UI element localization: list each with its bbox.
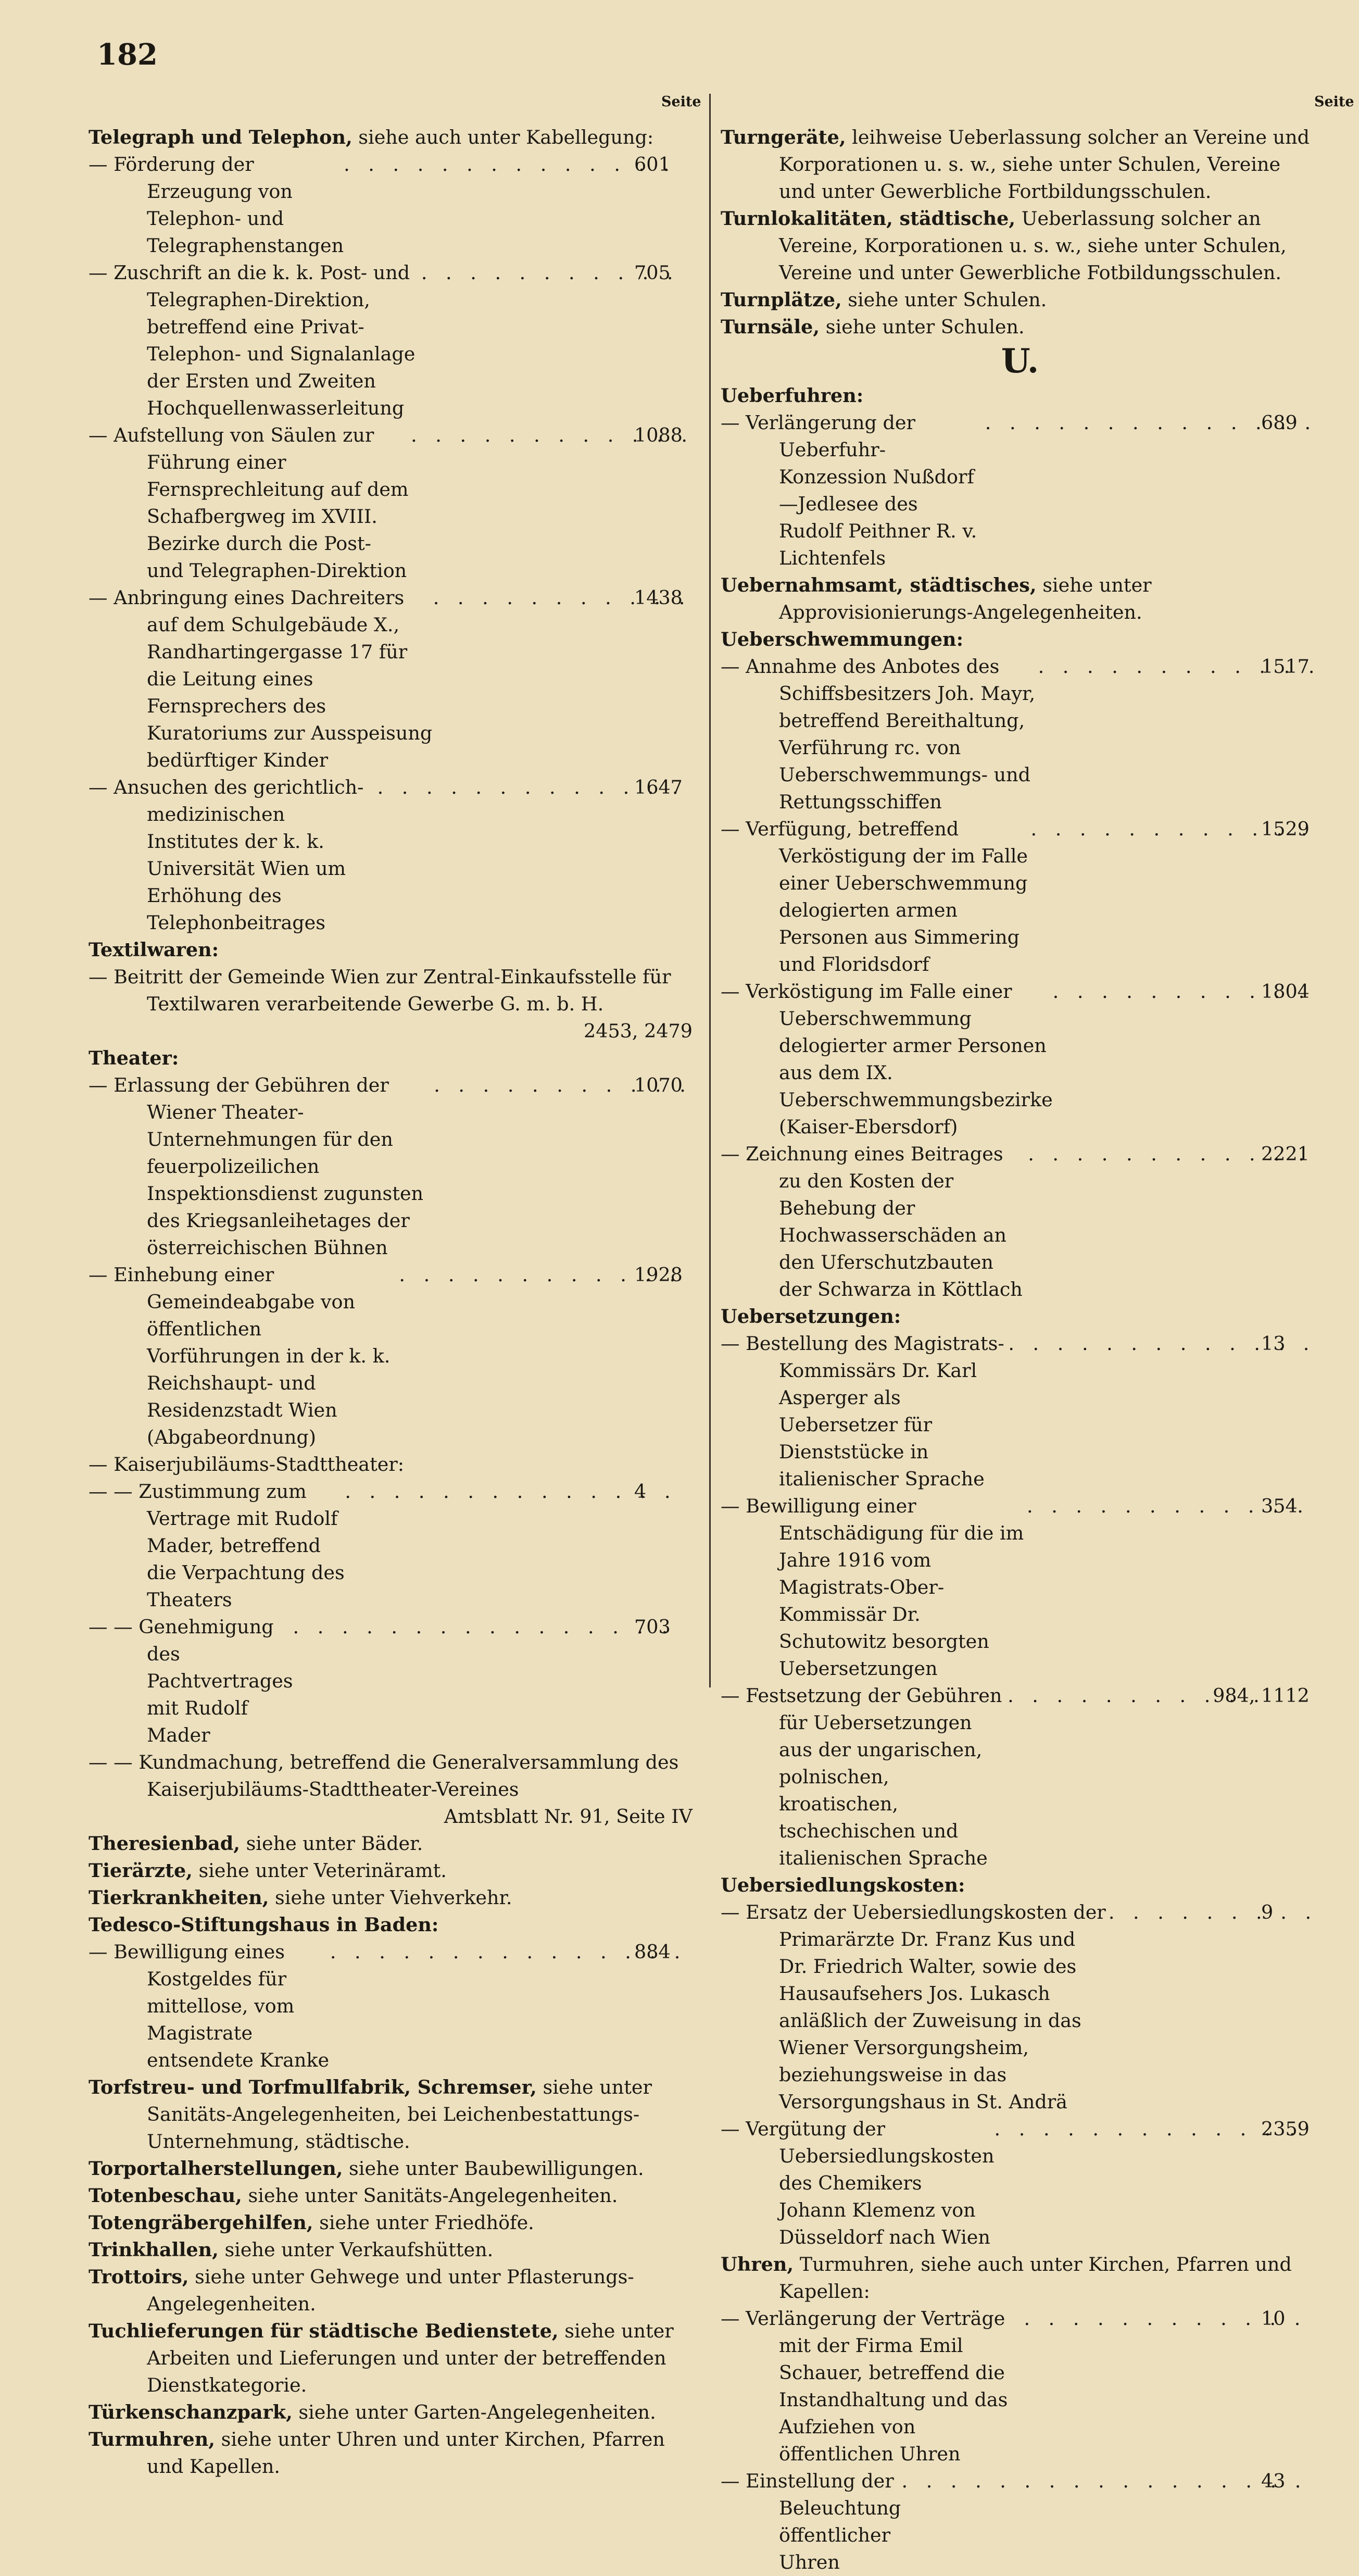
page-reference: 984, 1112 xyxy=(1213,1684,1310,1707)
page-reference: 1647 xyxy=(634,776,683,798)
sub-entry-text: — Einhebung einer Gemeindeabgabe von öffentlichen Vorführungen in der k. k. Reichshaupt- und Residenzstadt Wien (Abgabeordnung) xyxy=(89,1264,391,1448)
sub-entry xyxy=(721,2305,1319,2468)
index-entry xyxy=(721,626,1319,653)
sub-entry xyxy=(721,409,1319,572)
left-column xyxy=(89,124,693,2480)
sub-entry xyxy=(721,1493,1319,1682)
entry-text: siehe unter Sanitäts-Angelegenheiten. xyxy=(248,2184,618,2207)
entry-text: siehe auch unter Kabellegung: xyxy=(358,126,654,148)
sub-entry xyxy=(89,1478,693,1614)
page-reference: 1928 xyxy=(634,1264,683,1286)
page-reference: 601 xyxy=(634,153,671,176)
entry-headword: Torportalherstellungen, xyxy=(89,2157,343,2180)
leader-dots xyxy=(293,1614,687,1641)
sub-entry xyxy=(721,816,1319,978)
sub-entry-text: — Verlängerung der Verträge mit der Firma Emil Schauer, betreffend die Instandhaltung und das Aufziehen von öffentlichen Uhren xyxy=(721,2307,1008,2465)
entry-text: siehe unter Bäder. xyxy=(246,1832,423,1855)
entry-headword: Tierärzte, xyxy=(89,1859,193,1882)
sub-entry-text: — — Kundmachung, betreffend die Generalversammlung des Kaiserjubiläums-Stadttheater-Vereines xyxy=(89,1751,679,1800)
index-entry xyxy=(721,1303,1319,1330)
sub-entry xyxy=(721,1141,1319,1303)
entry-headword: Trinkhallen, xyxy=(89,2239,219,2261)
index-entry xyxy=(89,2182,693,2209)
sub-entry xyxy=(89,151,693,259)
right-seite-label: Seite xyxy=(1314,94,1354,110)
entry-text: siehe unter Garten-Angelegenheiten. xyxy=(298,2401,656,2423)
entry-headword: Uhren, xyxy=(721,2253,794,2275)
column-divider xyxy=(709,94,711,1687)
sub-entry-text: — Aufstellung von Säulen zur Führung einer Fernsprechleitung auf dem Schafbergweg im XVIII. Bezirke durch die Post- und Telegraphen-Direktion xyxy=(89,424,409,582)
entry-text: siehe unter Sanitäts-Angelegenheiten, bei Leichenbestattungs-Unternehmung, städtische. xyxy=(147,2076,652,2153)
page-reference: 689 xyxy=(1261,411,1298,434)
page-reference: 1517 xyxy=(1261,655,1310,678)
entry-headword: Türkenschanzpark, xyxy=(89,2401,293,2423)
entry-text: siehe unter Gehwege und unter Pflasterungs-Angelegenheiten. xyxy=(147,2266,634,2315)
entry-text: siehe unter Approvisionierungs-Angelegenheiten. xyxy=(779,574,1152,623)
entry-text: siehe unter Schulen. xyxy=(825,316,1025,338)
page-reference: 705 xyxy=(634,261,671,284)
sub-entry-text: — Erlassung der Gebühren der Wiener Theater-Unternehmungen für den feuerpolizeilichen Inspektionsdienst zugunsten des Kriegsanleihetages der österreichischen Bühnen xyxy=(89,1074,424,1259)
entry-headword: Turnplätze, xyxy=(721,289,842,311)
sub-entry xyxy=(721,978,1319,1141)
sub-entry xyxy=(721,2468,1319,2576)
index-entry xyxy=(721,205,1319,286)
sub-entry xyxy=(89,774,693,936)
sub-entry-text: — Bestellung des Magistrats-Kommissärs Dr. Karl Asperger als Uebersetzer für Dienststücke in italienischer Sprache xyxy=(721,1332,1004,1490)
entry-headword: Uebersetzungen: xyxy=(721,1305,901,1328)
sub-entry-text: — Vergütung der Uebersiedlungskosten des Chemikers Johann Klemenz von Düsseldorf nach Wien xyxy=(721,2118,995,2248)
sub-entry-text: — Bewilligung eines Kostgeldes für mittellose, vom Magistrate entsendete Kranke xyxy=(89,1941,330,2071)
index-entry xyxy=(721,2251,1319,2305)
sub-entry-text: — Kaiserjubiläums-Stadttheater: xyxy=(89,1453,405,1475)
sub-entry xyxy=(89,259,693,422)
entry-text: siehe unter Arbeiten und Lieferungen und unter der betreffenden Dienstkategorie. xyxy=(147,2320,674,2396)
entry-text: leihweise Ueberlassung solcher an Vereine und Korporationen u. s. w., siehe unter Schulen, Vereine und unter Gewerbliche Fortbildungsschulen. xyxy=(779,126,1310,203)
index-entry xyxy=(89,1830,693,1857)
entry-text: siehe unter Schulen. xyxy=(848,289,1047,311)
leader-dots xyxy=(1024,2305,1314,2332)
sub-entry-text: — Ersatz der Uebersiedlungskosten der Primarärzte Dr. Franz Kus und Dr. Friedrich Walter, sowie des Hausaufsehers Jos. Lukasch anläßlich der Zuweisung in das Wiener Versorgungsheim, beziehungsweise in das Versorgungshaus in St. Andrä xyxy=(721,1901,1106,2113)
index-entry xyxy=(89,2399,693,2426)
index-entry xyxy=(89,1045,693,1072)
page-reference: 1088 xyxy=(634,424,683,446)
entry-text: siehe unter Verkaufshütten. xyxy=(224,2239,494,2261)
sub-entry xyxy=(89,1451,693,1478)
entry-headword: Turnsäle, xyxy=(721,316,820,338)
entry-headword: Tuchlieferungen für städtische Bedienstete, xyxy=(89,2320,559,2342)
entry-headword: Totengräbergehilfen, xyxy=(89,2211,313,2234)
right-column xyxy=(721,124,1319,2576)
entry-text: Ueberlassung solcher an Vereine, Korporationen u. s. w., siehe unter Schulen, Vereine und unter Gewerbliche Fotbildungsschulen. xyxy=(779,207,1287,284)
index-entry xyxy=(721,572,1319,626)
left-seite-label: Seite xyxy=(661,94,701,110)
entry-text: siehe unter Uhren und unter Kirchen, Pfarren und Kapellen. xyxy=(147,2428,665,2478)
entry-headword: Ueberschwemmungen: xyxy=(721,628,964,651)
sub-entry xyxy=(721,653,1319,816)
sub-entry-text: — Verlängerung der Ueberfuhr-Konzession Nußdorf—Jedlesee des Rudolf Peithner R. v. Lichtenfels xyxy=(721,411,977,569)
page-reference: 43 xyxy=(1261,2470,1286,2492)
sub-entry-text: — Anbringung eines Dachreiters auf dem Schulgebäude X., Randhartingergasse 17 für die Leitung eines Fernsprechers des Kuratoriums zur Ausspeisung bedürftiger Kinder xyxy=(89,586,433,771)
entry-headword: Turnlokalitäten, städtische, xyxy=(721,207,1016,230)
index-entry xyxy=(89,1911,693,1939)
entry-headword: Telegraph und Telephon, xyxy=(89,126,353,148)
leader-dots xyxy=(901,2468,1314,2495)
page-reference: 9 xyxy=(1261,1901,1274,1923)
entry-text: Turmuhren, siehe auch unter Kirchen, Pfarren und Kapellen: xyxy=(779,2253,1292,2303)
page-reference: 703 xyxy=(634,1616,671,1638)
index-entry xyxy=(721,286,1319,314)
index-entry xyxy=(721,124,1319,205)
index-entry xyxy=(89,124,693,151)
page-reference: 1529 xyxy=(1261,818,1310,840)
entry-headword: Uebernahmsamt, städtisches, xyxy=(721,574,1037,596)
entry-headword: Textilwaren: xyxy=(89,939,219,961)
entry-headword: Uebersiedlungskosten: xyxy=(721,1874,965,1896)
index-entry xyxy=(721,1872,1319,1899)
entry-text: siehe unter Friedhöfe. xyxy=(319,2211,534,2234)
sub-entry xyxy=(89,1749,693,1803)
sub-entry xyxy=(89,1614,693,1749)
entry-text: siehe unter Veterinäramt. xyxy=(198,1859,447,1882)
entry-headword: Ueberfuhren: xyxy=(721,384,864,407)
index-entry xyxy=(721,314,1319,341)
index-entry xyxy=(89,1857,693,1884)
sub-entry-text: — Einstellung der Beleuchtung öffentlicher Uhren xyxy=(721,2470,901,2573)
sub-entry xyxy=(721,1330,1319,1493)
index-entry xyxy=(89,2236,693,2264)
sub-entry-text: — Annahme des Anbotes des Schiffsbesitzers Joh. Mayr, betreffend Bereithaltung, Verführung rc. von Ueberschwemmungs- und Rettungsschiffen xyxy=(721,655,1036,813)
index-entry xyxy=(89,2074,693,2155)
page-reference: 10 xyxy=(1261,2307,1286,2330)
entry-text: siehe unter Viehverkehr. xyxy=(275,1886,512,1909)
sub-entry-text: — Verköstigung im Falle einer Ueberschwemmung delogierter armer Personen aus dem IX. Ueberschwemmungsbezirke (Kaiser-Ebersdorf) xyxy=(721,980,1053,1138)
entry-headword: Theater: xyxy=(89,1047,179,1069)
page-reference: Amtsblatt Nr. 91, Seite IV xyxy=(444,1805,693,1828)
sub-entry-text: — Verfügung, betreffend Verköstigung der im Falle einer Ueberschwemmung delogierten armen Personen aus Simmering und Floridsdorf xyxy=(721,818,1028,976)
sub-entry-text: — Zeichnung eines Beitrages zu den Kosten der Behebung der Hochwasserschäden an den Uferschutzbauten der Schwarza in Köttlach xyxy=(721,1143,1023,1300)
page-reference: 1070 xyxy=(634,1074,683,1096)
index-entry xyxy=(89,2264,693,2318)
sub-entry xyxy=(89,1939,693,2074)
page-reference: 1804 xyxy=(1261,980,1310,1003)
sub-entry xyxy=(721,2116,1319,2251)
index-entry xyxy=(89,2426,693,2480)
entry-headword: Turmuhren, xyxy=(89,2428,215,2450)
page-reference: 4 xyxy=(634,1480,647,1503)
sub-entry-text: — Festsetzung der Gebühren für Uebersetzungen aus der ungarischen, polnischen, kroatischen, tschechischen und italienischen Sprache xyxy=(721,1684,1002,1869)
entry-headword: Trottoirs, xyxy=(89,2266,189,2288)
sub-entry xyxy=(721,1682,1319,1872)
page-reference: 884 xyxy=(634,1941,671,1963)
sub-entry-text: — — Zustimmung zum Vertrage mit Rudolf Mader, betreffend die Verpachtung des Theaters xyxy=(89,1480,345,1611)
page-reference: 13 xyxy=(1261,1332,1286,1355)
entry-headword: Tierkrankheiten, xyxy=(89,1886,269,1909)
sub-entry-text: — Bewilligung einer Entschädigung für die im Jahre 1916 vom Magistrats-Ober-Kommissär Dr. Schutowitz besorgten Uebersetzungen xyxy=(721,1495,1024,1680)
sub-entry-text: — — Genehmigung des Pachtvertrages mit Rudolf Mader xyxy=(89,1616,293,1746)
entry-headword: Totenbeschau, xyxy=(89,2184,242,2207)
index-entry xyxy=(89,936,693,964)
index-entry xyxy=(721,382,1319,409)
index-entry xyxy=(89,2209,693,2236)
page-reference: 1438 xyxy=(634,586,683,609)
sub-entry xyxy=(89,1072,693,1261)
entry-headword: Turngeräte, xyxy=(721,126,846,148)
index-entry xyxy=(89,2318,693,2399)
index-entry xyxy=(89,1884,693,1911)
sub-entry xyxy=(89,1261,693,1451)
page-number: 182 xyxy=(97,37,158,72)
sub-entry-text: — Ansuchen des gerichtlich-medizinischen Institutes der k. k. Universität Wien um Erhöhung des Telephonbeitrages xyxy=(89,776,364,934)
entry-headword: Theresienbad, xyxy=(89,1832,240,1855)
sub-entry xyxy=(89,422,693,584)
sub-entry-text: — Beitritt der Gemeinde Wien zur Zentral-Einkaufsstelle für Textilwaren verarbeitende Gewerbe G. m. b. H. xyxy=(89,966,671,1015)
leader-dots xyxy=(1109,1899,1314,1926)
sub-entry-text: — Förderung der Erzeugung von Telephon- und Telegraphenstangen xyxy=(89,153,344,257)
sub-entry xyxy=(721,1899,1319,2116)
index-entry xyxy=(89,2155,693,2182)
page-reference: 2221 xyxy=(1261,1143,1310,1165)
page-reference: 354 xyxy=(1261,1495,1298,1517)
sub-entry xyxy=(89,964,693,1018)
page-reference: 2453, 2479 xyxy=(584,1020,693,1042)
entry-headword: Torfstreu- und Torfmullfabrik, Schremser, xyxy=(89,2076,537,2098)
sub-entry-text: — Zuschrift an die k. k. Post- und Telegraphen-Direktion, betreffend eine Privat-Telephon- und Signalanlage der Ersten und Zweiten Hochquellenwasserleitung xyxy=(89,261,416,419)
section-letter: U. xyxy=(1001,342,1039,381)
entry-text: siehe unter Baubewilligungen. xyxy=(349,2157,644,2180)
entry-headword: Tedesco-Stiftungshaus in Baden: xyxy=(89,1914,439,1936)
sub-entry xyxy=(89,584,693,774)
page-reference: 2359 xyxy=(1261,2118,1310,2140)
